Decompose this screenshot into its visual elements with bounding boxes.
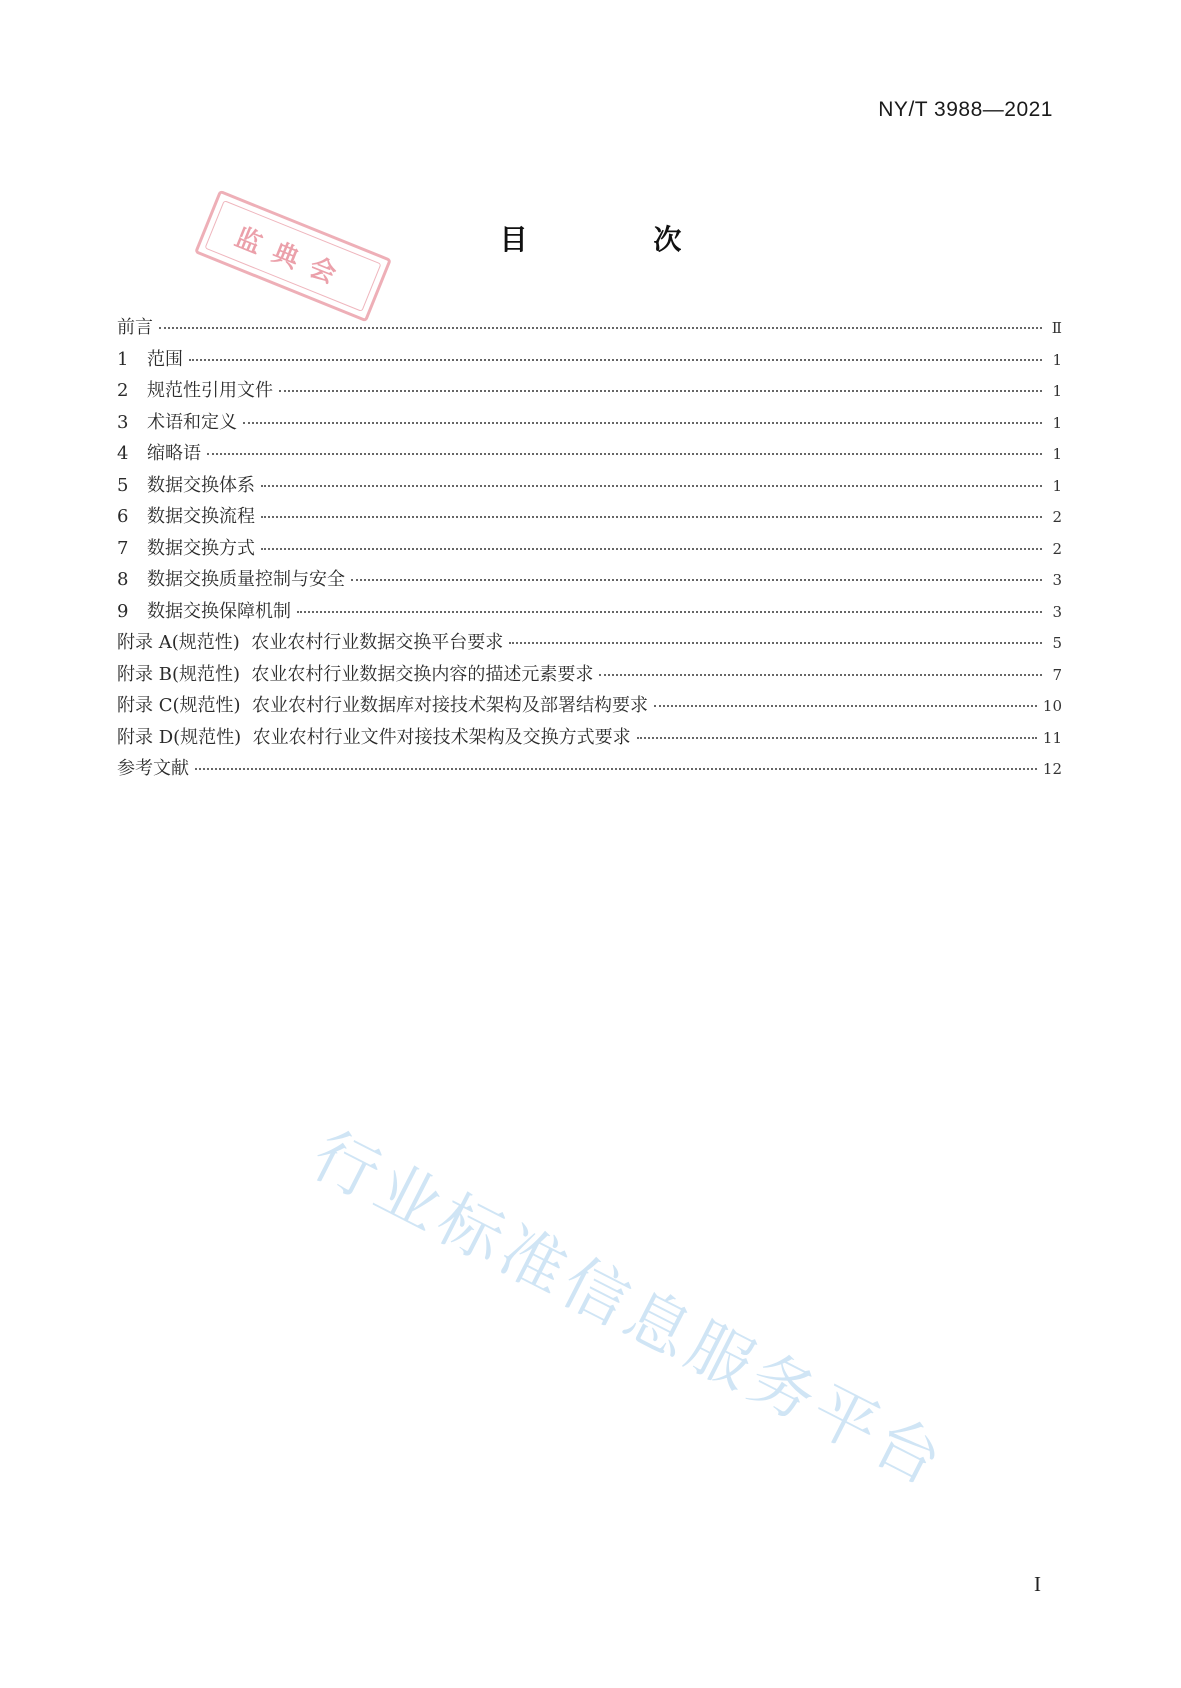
toc-entry[interactable] (117, 691, 1062, 723)
toc-entry-label: 附录 B(规范性) 农业农村行业数据交换内容的描述元素要求 (117, 663, 594, 685)
toc-leader-dots (159, 327, 1042, 329)
standard-number: NY/T 3988—2021 (878, 98, 1053, 121)
toc-leader-dots (654, 705, 1037, 707)
toc-entry-label: 术语和定义 (147, 411, 237, 433)
toc-entry-label: 范围 (147, 348, 183, 370)
toc-entry-label: 数据交换体系 (147, 474, 255, 496)
toc-entry[interactable] (117, 723, 1062, 755)
toc-entry[interactable] (117, 439, 1062, 471)
table-of-contents (117, 313, 1062, 786)
stamp-text: 监典会 (230, 221, 354, 295)
toc-entry-number: 9 (117, 600, 129, 622)
toc-entry-number: 4 (117, 443, 129, 464)
toc-leader-dots (195, 768, 1037, 770)
toc-entry-label: 数据交换质量控制与安全 (147, 569, 345, 590)
toc-entry-page: 1 (1052, 445, 1062, 463)
toc-entry-page: 3 (1052, 571, 1062, 589)
watermark: 行业标准信息服务平台 (300, 1118, 958, 1503)
toc-entry-number: 7 (117, 537, 129, 559)
toc-leader-dots (509, 642, 1042, 644)
toc-leader-dots (189, 359, 1042, 361)
toc-leader-dots (261, 485, 1042, 487)
toc-entry-page: 12 (1042, 760, 1062, 778)
toc-entry-page: 3 (1052, 602, 1062, 621)
toc-entry-number: 3 (117, 411, 129, 433)
toc-entry-page: 2 (1052, 508, 1062, 526)
toc-leader-dots (351, 579, 1042, 581)
toc-entry-label: 参考文献 (117, 758, 189, 779)
page-number: I (1034, 1572, 1041, 1596)
toc-leader-dots (279, 390, 1042, 392)
toc-entry-page: 5 (1052, 634, 1062, 652)
toc-entry-label: 数据交换保障机制 (147, 600, 291, 622)
toc-entry-page: 7 (1052, 665, 1062, 684)
toc-entry-number: 5 (117, 474, 129, 496)
toc-entry-page: 10 (1042, 697, 1062, 715)
toc-entry[interactable] (117, 408, 1062, 440)
toc-entry-number: 2 (117, 380, 129, 401)
toc-leader-dots (243, 422, 1042, 424)
toc-entry[interactable] (117, 628, 1062, 660)
toc-leader-dots (261, 516, 1042, 518)
toc-entry-page: 11 (1042, 728, 1062, 747)
toc-entry-page: 1 (1052, 382, 1062, 400)
toc-entry-label: 数据交换流程 (147, 506, 255, 527)
toc-entry-label: 附录 C(规范性) 农业农村行业数据库对接技术架构及部署结构要求 (117, 695, 648, 716)
toc-entry-page: 2 (1052, 539, 1062, 558)
toc-entry[interactable] (117, 313, 1062, 345)
toc-leader-dots (297, 611, 1042, 613)
toc-entry-label: 规范性引用文件 (147, 380, 273, 401)
toc-entry[interactable] (117, 502, 1062, 534)
toc-entry-label: 缩略语 (147, 443, 201, 464)
toc-leader-dots (261, 548, 1042, 550)
toc-entry[interactable] (117, 565, 1062, 597)
toc-entry-label: 附录 A(规范性) 农业农村行业数据交换平台要求 (117, 632, 504, 653)
toc-entry-label: 附录 D(规范性) 农业农村行业文件对接技术架构及交换方式要求 (117, 726, 631, 748)
toc-entry-label: 前言 (117, 317, 153, 338)
toc-entry[interactable] (117, 345, 1062, 377)
toc-leader-dots (637, 737, 1037, 739)
toc-entry[interactable] (117, 754, 1062, 786)
toc-leader-dots (207, 453, 1042, 455)
toc-entry-number: 1 (117, 348, 129, 370)
toc-entry-page: 1 (1052, 413, 1062, 432)
toc-entry[interactable] (117, 471, 1062, 503)
toc-entry-label: 数据交换方式 (147, 537, 255, 559)
page-title: 目 次 (499, 223, 740, 256)
toc-entry-page: 1 (1052, 350, 1062, 369)
toc-entry-number: 6 (117, 506, 129, 527)
toc-entry-number: 8 (117, 569, 129, 590)
toc-entry[interactable] (117, 376, 1062, 408)
toc-entry[interactable] (117, 597, 1062, 629)
toc-leader-dots (599, 674, 1042, 676)
toc-entry[interactable] (117, 660, 1062, 692)
toc-entry-page: Ⅱ (1051, 319, 1062, 337)
toc-entry-page: 1 (1052, 476, 1062, 495)
toc-entry[interactable] (117, 534, 1062, 566)
